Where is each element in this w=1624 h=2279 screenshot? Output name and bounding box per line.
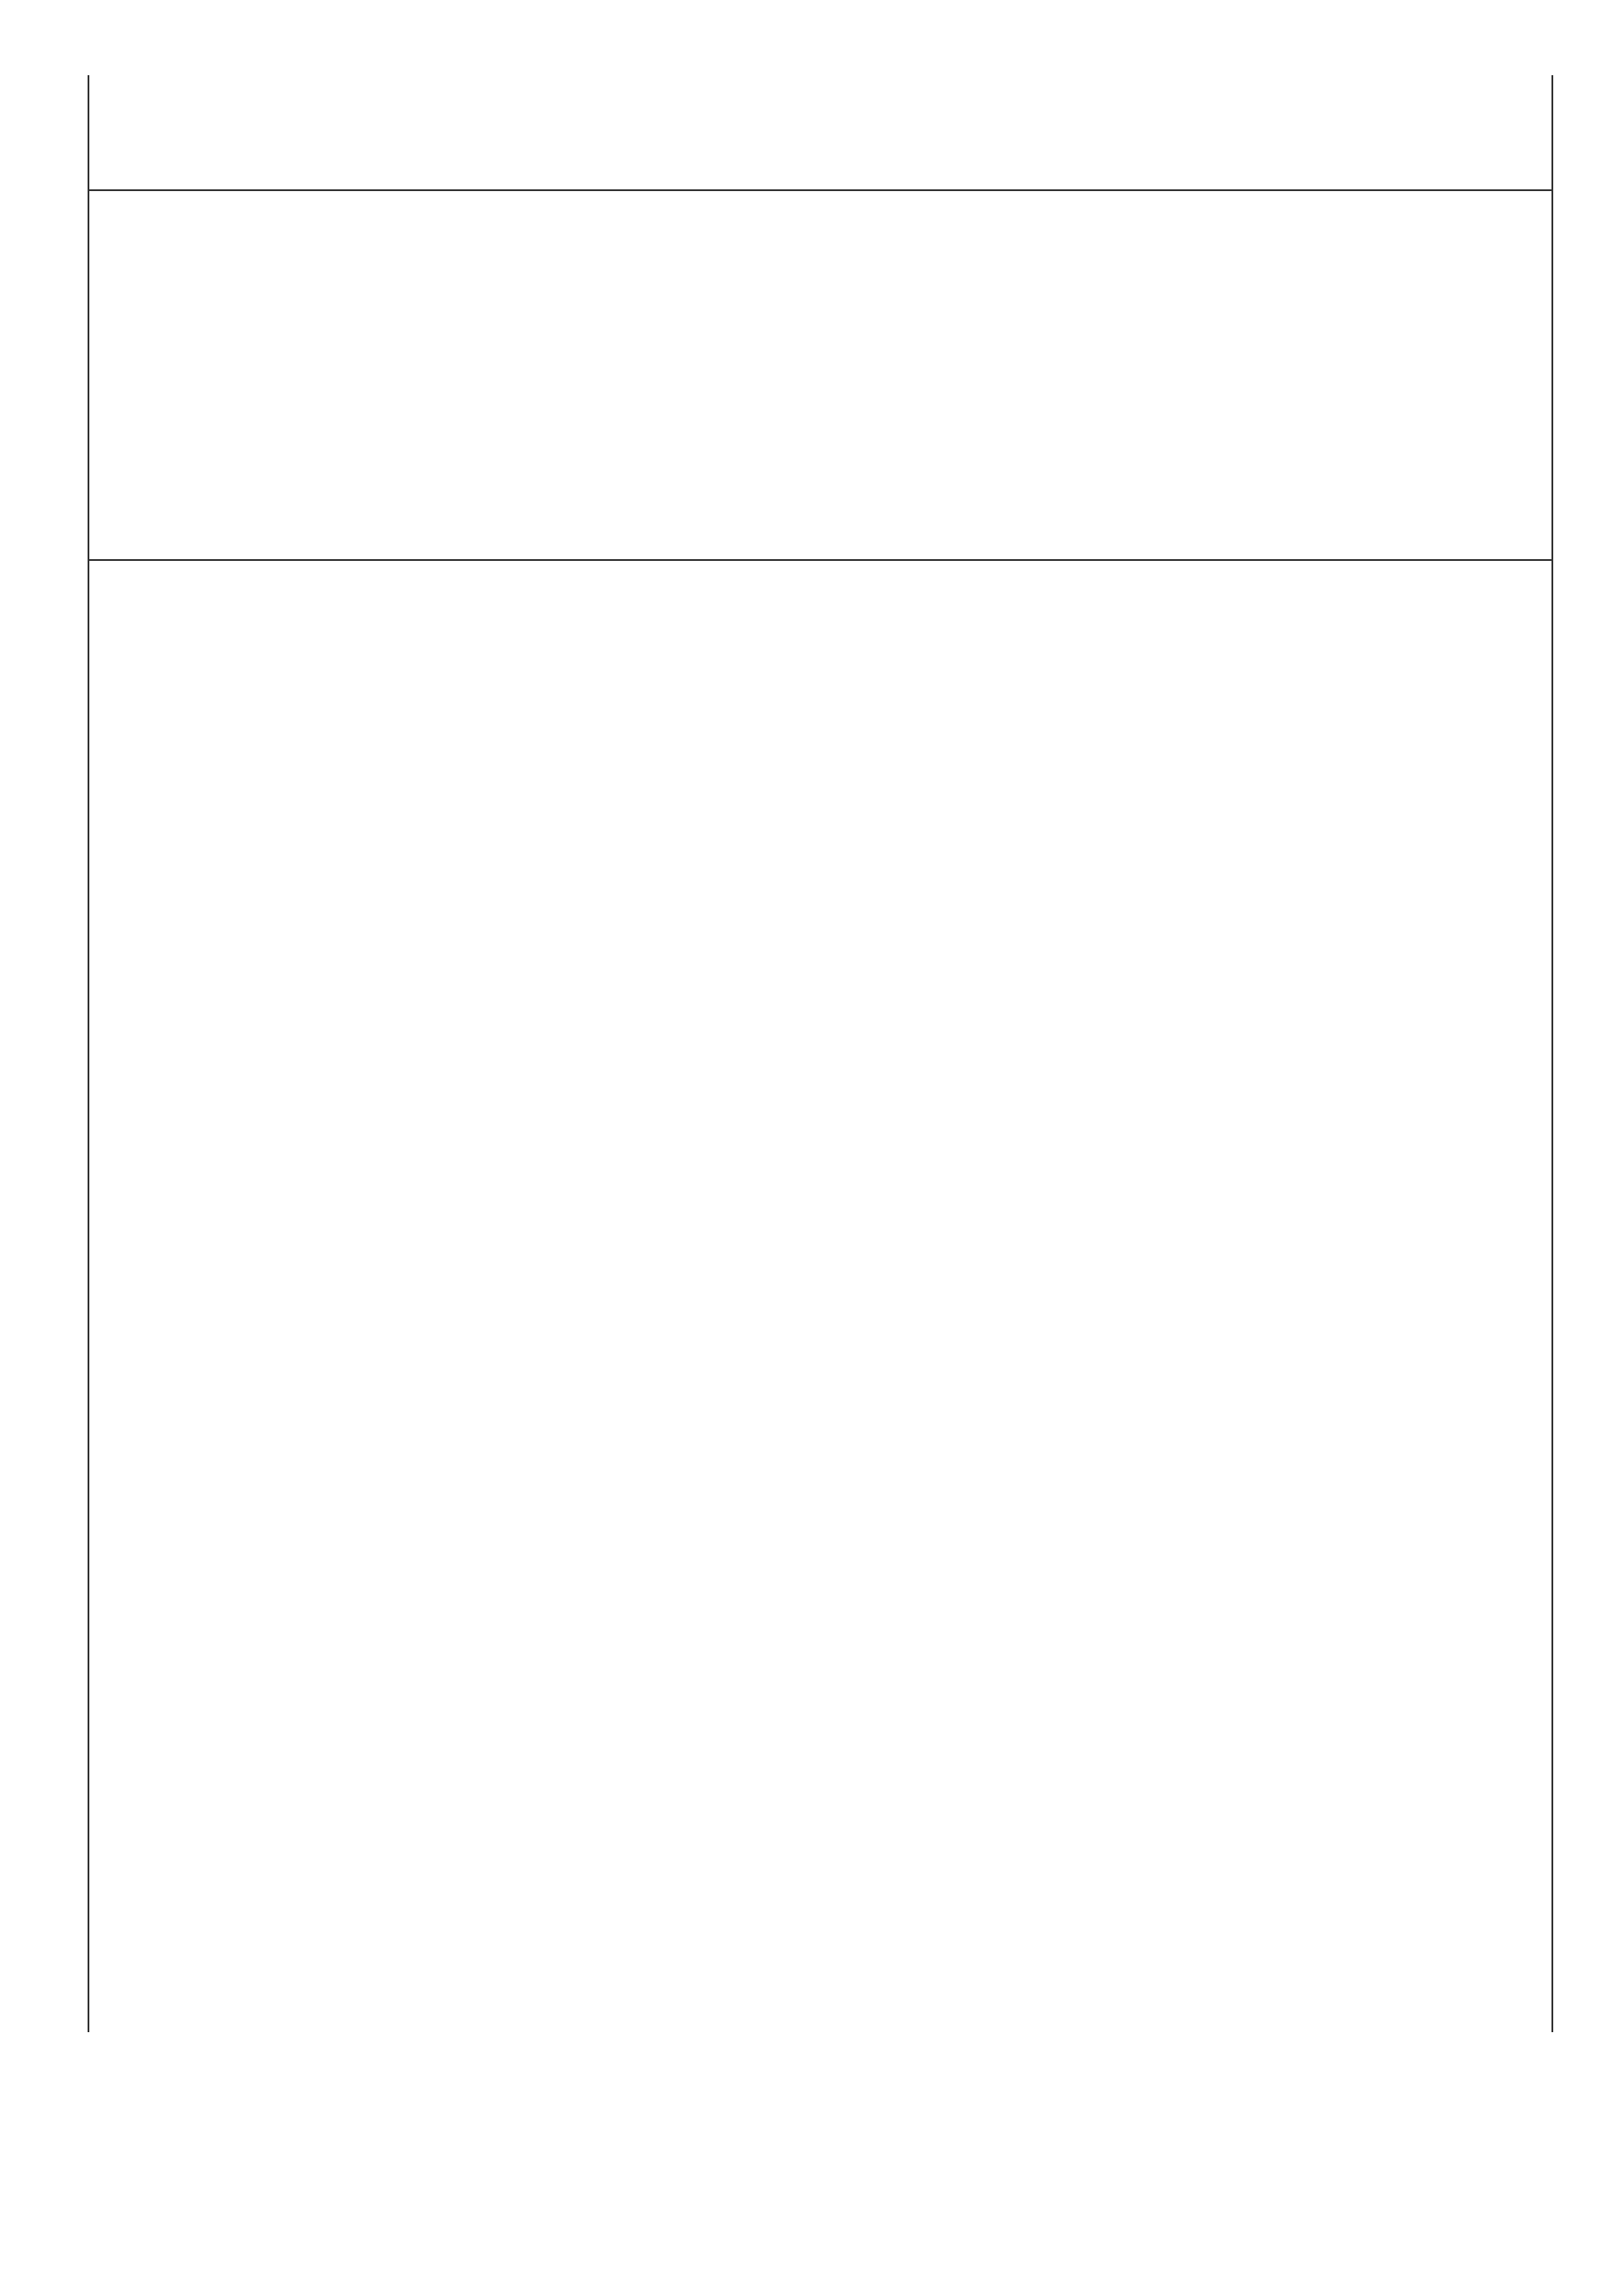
question-block-86 <box>89 559 1551 1101</box>
question-paper-frame <box>88 75 1553 2032</box>
question-block-85 <box>89 189 1551 559</box>
